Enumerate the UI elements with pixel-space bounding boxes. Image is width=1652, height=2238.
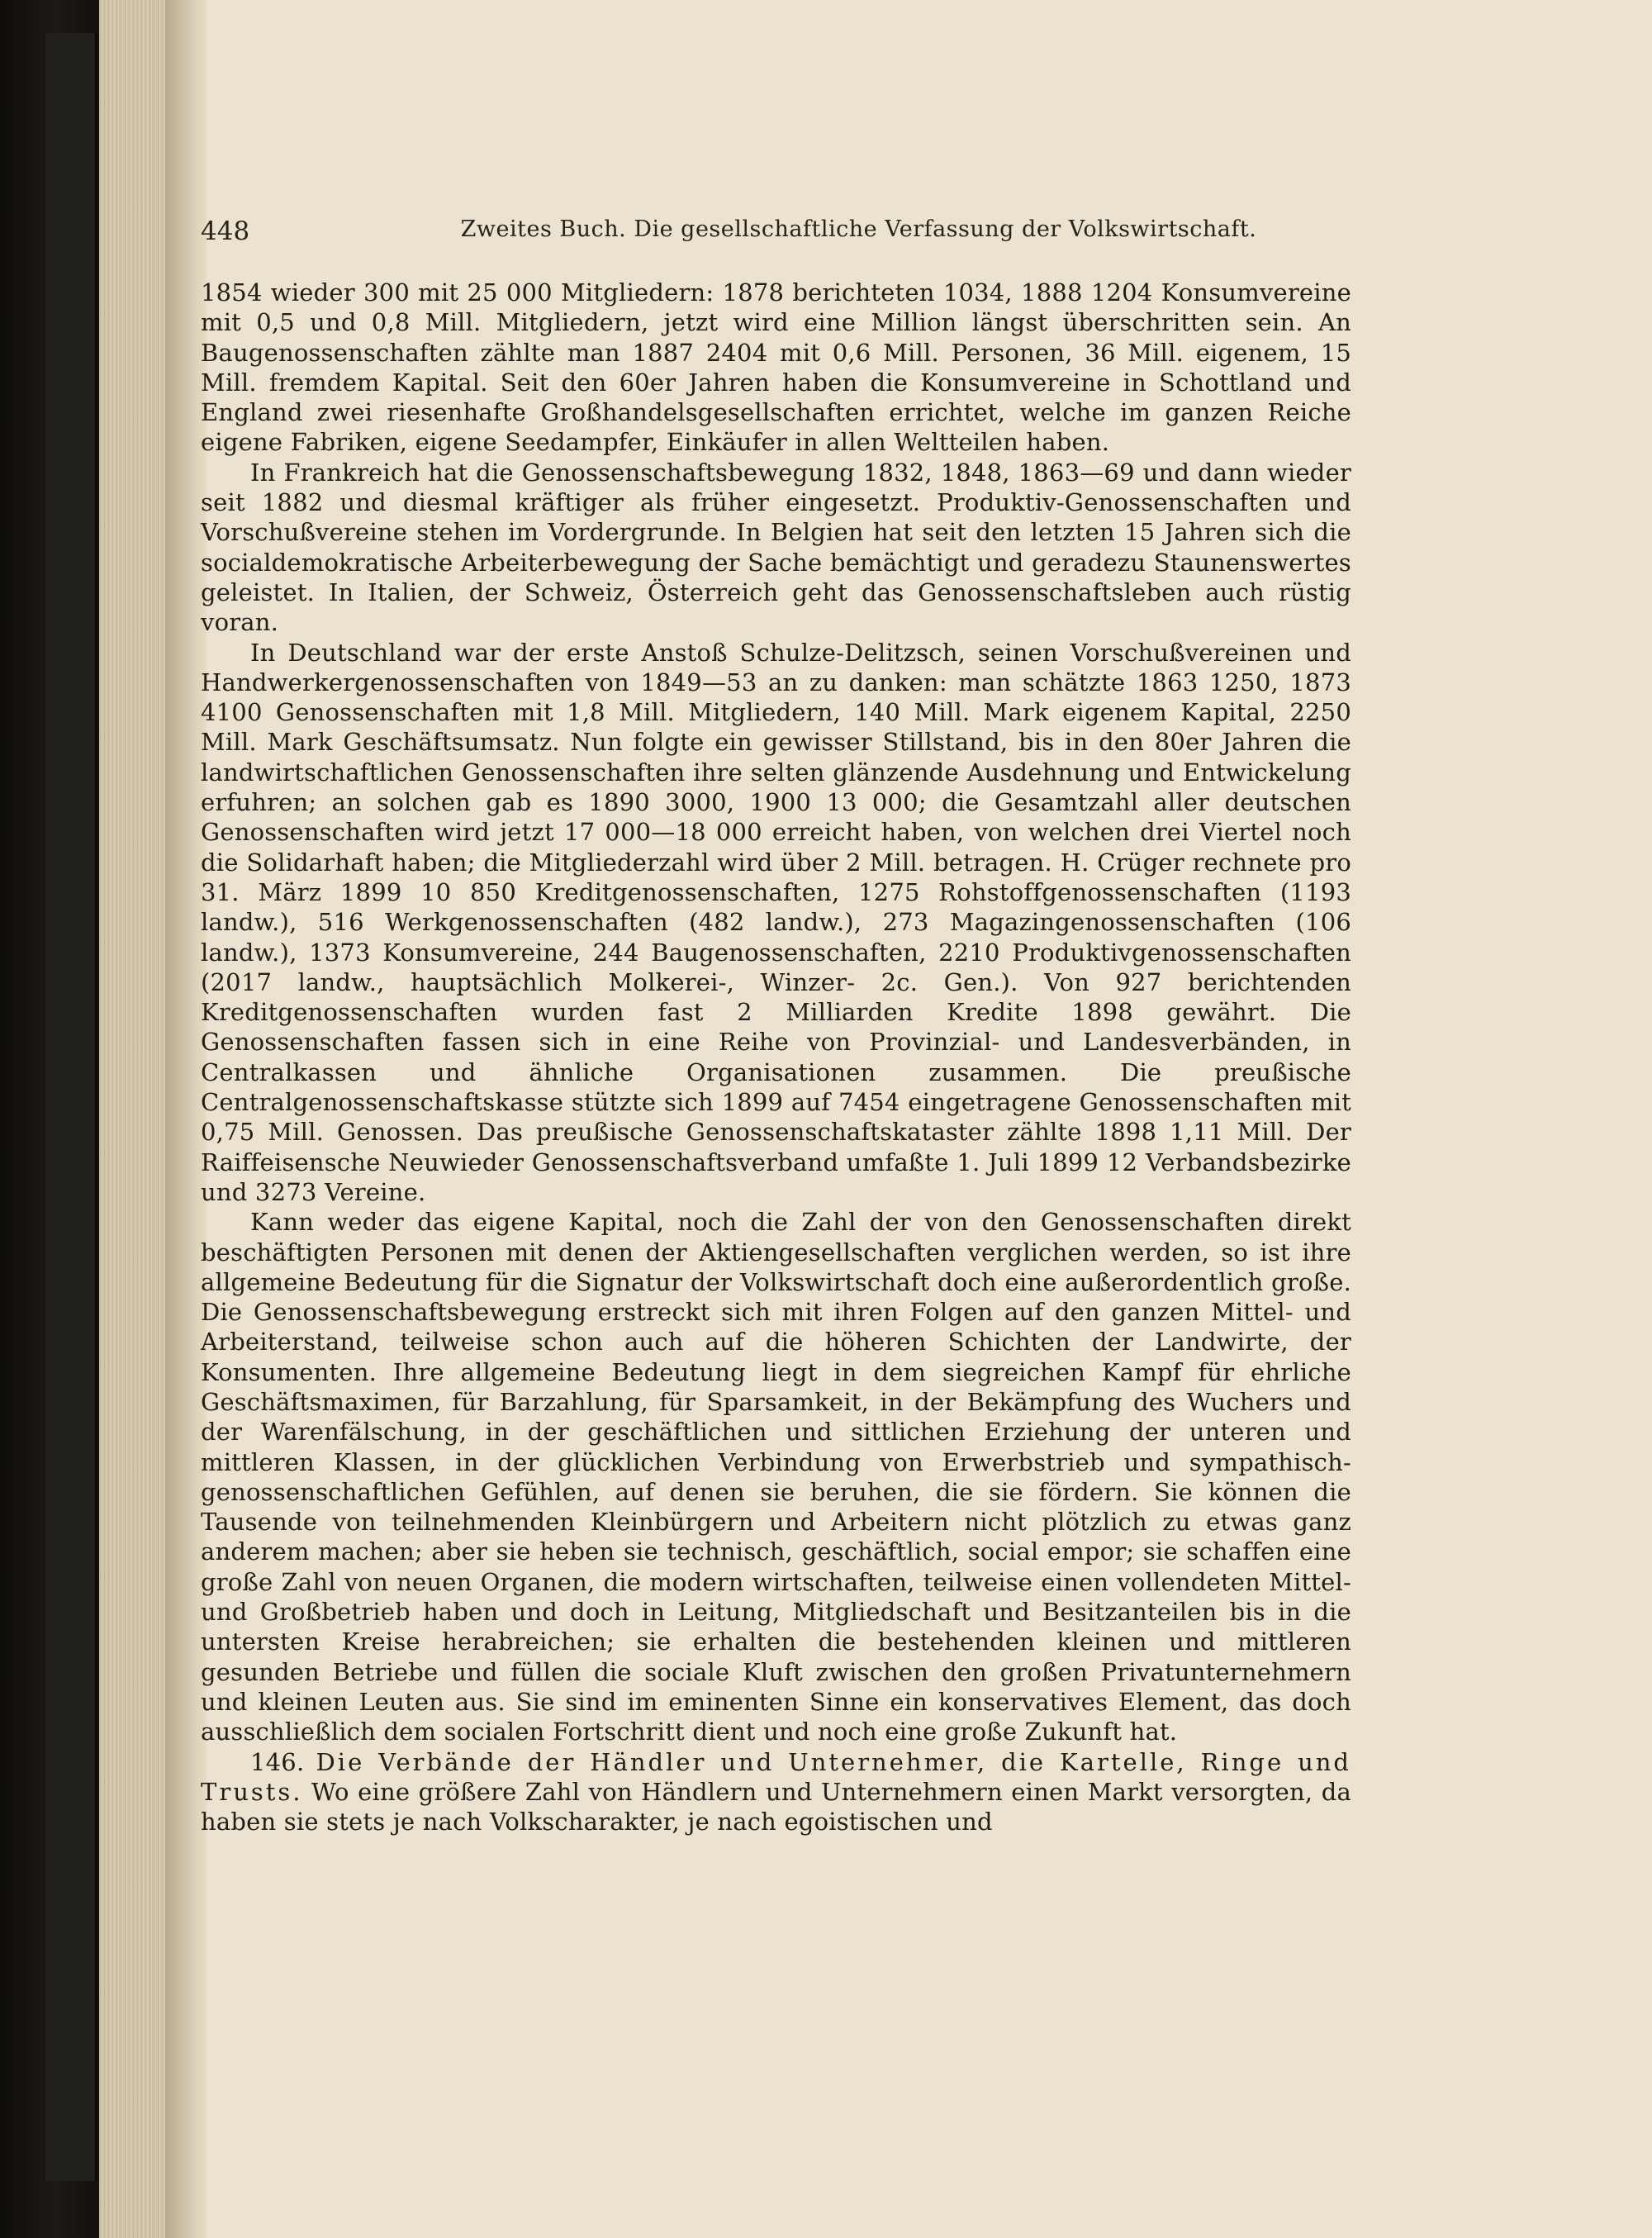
- cover-board: [45, 33, 97, 2181]
- page-edges: [99, 0, 165, 2238]
- body-text: [201, 278, 1351, 1836]
- section-146: [201, 1747, 1351, 1837]
- section-text: Wo eine größere Zahl von Händlern und Unternehmern einen Markt versorgten, da haben sie stets je nach Volkscharakter, je nach egoistischen und: [201, 1777, 1352, 1836]
- page-number: 448: [201, 216, 250, 246]
- running-head: Zweites Buch. Die gesellschaftliche Verfassung der Volkswirtschaft.: [460, 216, 1257, 242]
- section-title: Die Verbände der Händler und Unternehmer, die Kartelle, Ringe und Trusts.: [201, 1747, 1351, 1806]
- section-number: 146.: [250, 1747, 305, 1776]
- page-header: [201, 216, 1351, 249]
- paragraph: In Deutschland war der erste Anstoß Schulze-Delitzsch, seinen Vorschußvereinen und Handwerkergenossenschaften von 1849—53 an zu danken: man schätzte 1863 1250, 1873 4100 Genossenschaften mit 1,8 Mill. Mitgliedern, 140 Mill. Mark eigenem Kapital, 2250 Mill. Mark Geschäftsumsatz. Nun folgte ein gewisser Stillstand, bis in den 80er Jahren die landwirtschaftlichen Genossenschaften ihre selten glänzende Ausdehnung und Entwickelung erfuhren; an solchen gab es 1890 3000, 1900 13 000; die Gesamtzahl aller deutschen Genossenschaften wird jetzt 17 000—18 000 erreicht haben, von welchen drei Viertel noch die Solidarhaft haben; die Mitgliederzahl wird über 2 Mill. betragen. H. Crüger rechnete pro 31. März 1899 10 850 Kreditgenossenschaften, 1275 Rohstoffgenossenschaften (1193 landw.), 516 Werkgenossenschaften (482 landw.), 273 Magazingenossenschaften (106 landw.), 1373 Konsumvereine, 244 Baugenossenschaften, 2210 Produktivgenossenschaften (2017 landw., hauptsächlich Molkerei-, Winzer- 2c. Gen.). Von 927 berichtenden Kreditgenossenschaften wurden fast 2 Milliarden Kredite 1898 gewährt. Die Genossenschaften fassen sich in eine Reihe von Provinzial- und Landesverbänden, in Centralkassen und ähnliche Organisationen zusammen. Die preußische Centralgenossenschaftskasse stützte sich 1899 auf 7454 eingetragene Genossenschaften mit 0,75 Mill. Genossen. Das preußische Genossenschaftskataster zählte 1898 1,11 Mill. Der Raiffeisensche Neuwieder Genossenschaftsverband umfaßte 1. Juli 1899 12 Verbandsbezirke und 3273 Vereine.: [201, 638, 1351, 1206]
- book-cover: [0, 0, 99, 2238]
- paragraph: 1854 wieder 300 mit 25 000 Mitgliedern: 1878 berichteten 1034, 1888 1204 Konsumvereine mit 0,5 und 0,8 Mill. Mitgliedern, jetzt wird eine Million längst überschritten sein. An Baugenossenschaften zählte man 1887 2404 mit 0,6 Mill. Personen, 36 Mill. eigenem, 15 Mill. fremdem Kapital. Seit den 60er Jahren haben die Konsumvereine in Schottland und England zwei riesenhafte Großhandelsgesellschaften errichtet, welche im ganzen Reiche eigene Fabriken, eigene Seedampfer, Einkäufer in allen Weltteilen haben.: [201, 278, 1351, 457]
- paragraph: Kann weder das eigene Kapital, noch die Zahl der von den Genossenschaften direkt beschäftigten Personen mit denen der Aktiengesellschaften verglichen werden, so ist ihre allgemeine Bedeutung für die Signatur der Volkswirtschaft doch eine außerordentlich große. Die Genossenschaftsbewegung erstreckt sich mit ihren Folgen auf den ganzen Mittel- und Arbeiterstand, teilweise schon auch auf die höheren Schichten der Landwirte, der Konsumenten. Ihre allgemeine Bedeutung liegt in dem siegreichen Kampf für ehrliche Geschäftsmaximen, für Barzahlung, für Sparsamkeit, in der Bekämpfung des Wuchers und der Warenfälschung, in der geschäftlichen und sittlichen Erziehung der unteren und mittleren Klassen, in der glücklichen Verbindung von Erwerbstrieb und sympathisch-genossenschaftlichen Gefühlen, auf denen sie beruhen, die sie fördern. Sie können die Tausende von teilnehmenden Kleinbürgern und Arbeitern nicht plötzlich zu etwas ganz anderem machen; aber sie heben sie technisch, geschäftlich, social empor; sie schaffen eine große Zahl von neuen Organen, die modern wirtschaften, teilweise einen vollendeten Mittel- und Großbetrieb haben und doch in Leitung, Mitgliedschaft und Besitzanteilen bis in die untersten Kreise herabreichen; sie erhalten die bestehenden kleinen und mittleren gesunden Betriebe und füllen die sociale Kluft zwischen den großen Privatunternehmern und kleinen Leuten aus. Sie sind im eminenten Sinne ein konservatives Element, das doch ausschließlich dem socialen Fortschritt dient und noch eine große Zukunft hat.: [201, 1208, 1351, 1746]
- paragraph: In Frankreich hat die Genossenschaftsbewegung 1832, 1848, 1863—69 und dann wieder seit 1882 und diesmal kräftiger als früher eingesetzt. Produktiv-Genossenschaften und Vorschußvereine stehen im Vordergrunde. In Belgien hat seit den letzten 15 Jahren sich die socialdemokratische Arbeiterbewegung der Sache bemächtigt und geradezu Staunenswertes geleistet. In Italien, der Schweiz, Österreich geht das Genossenschaftsleben auch rüstig voran.: [201, 458, 1351, 637]
